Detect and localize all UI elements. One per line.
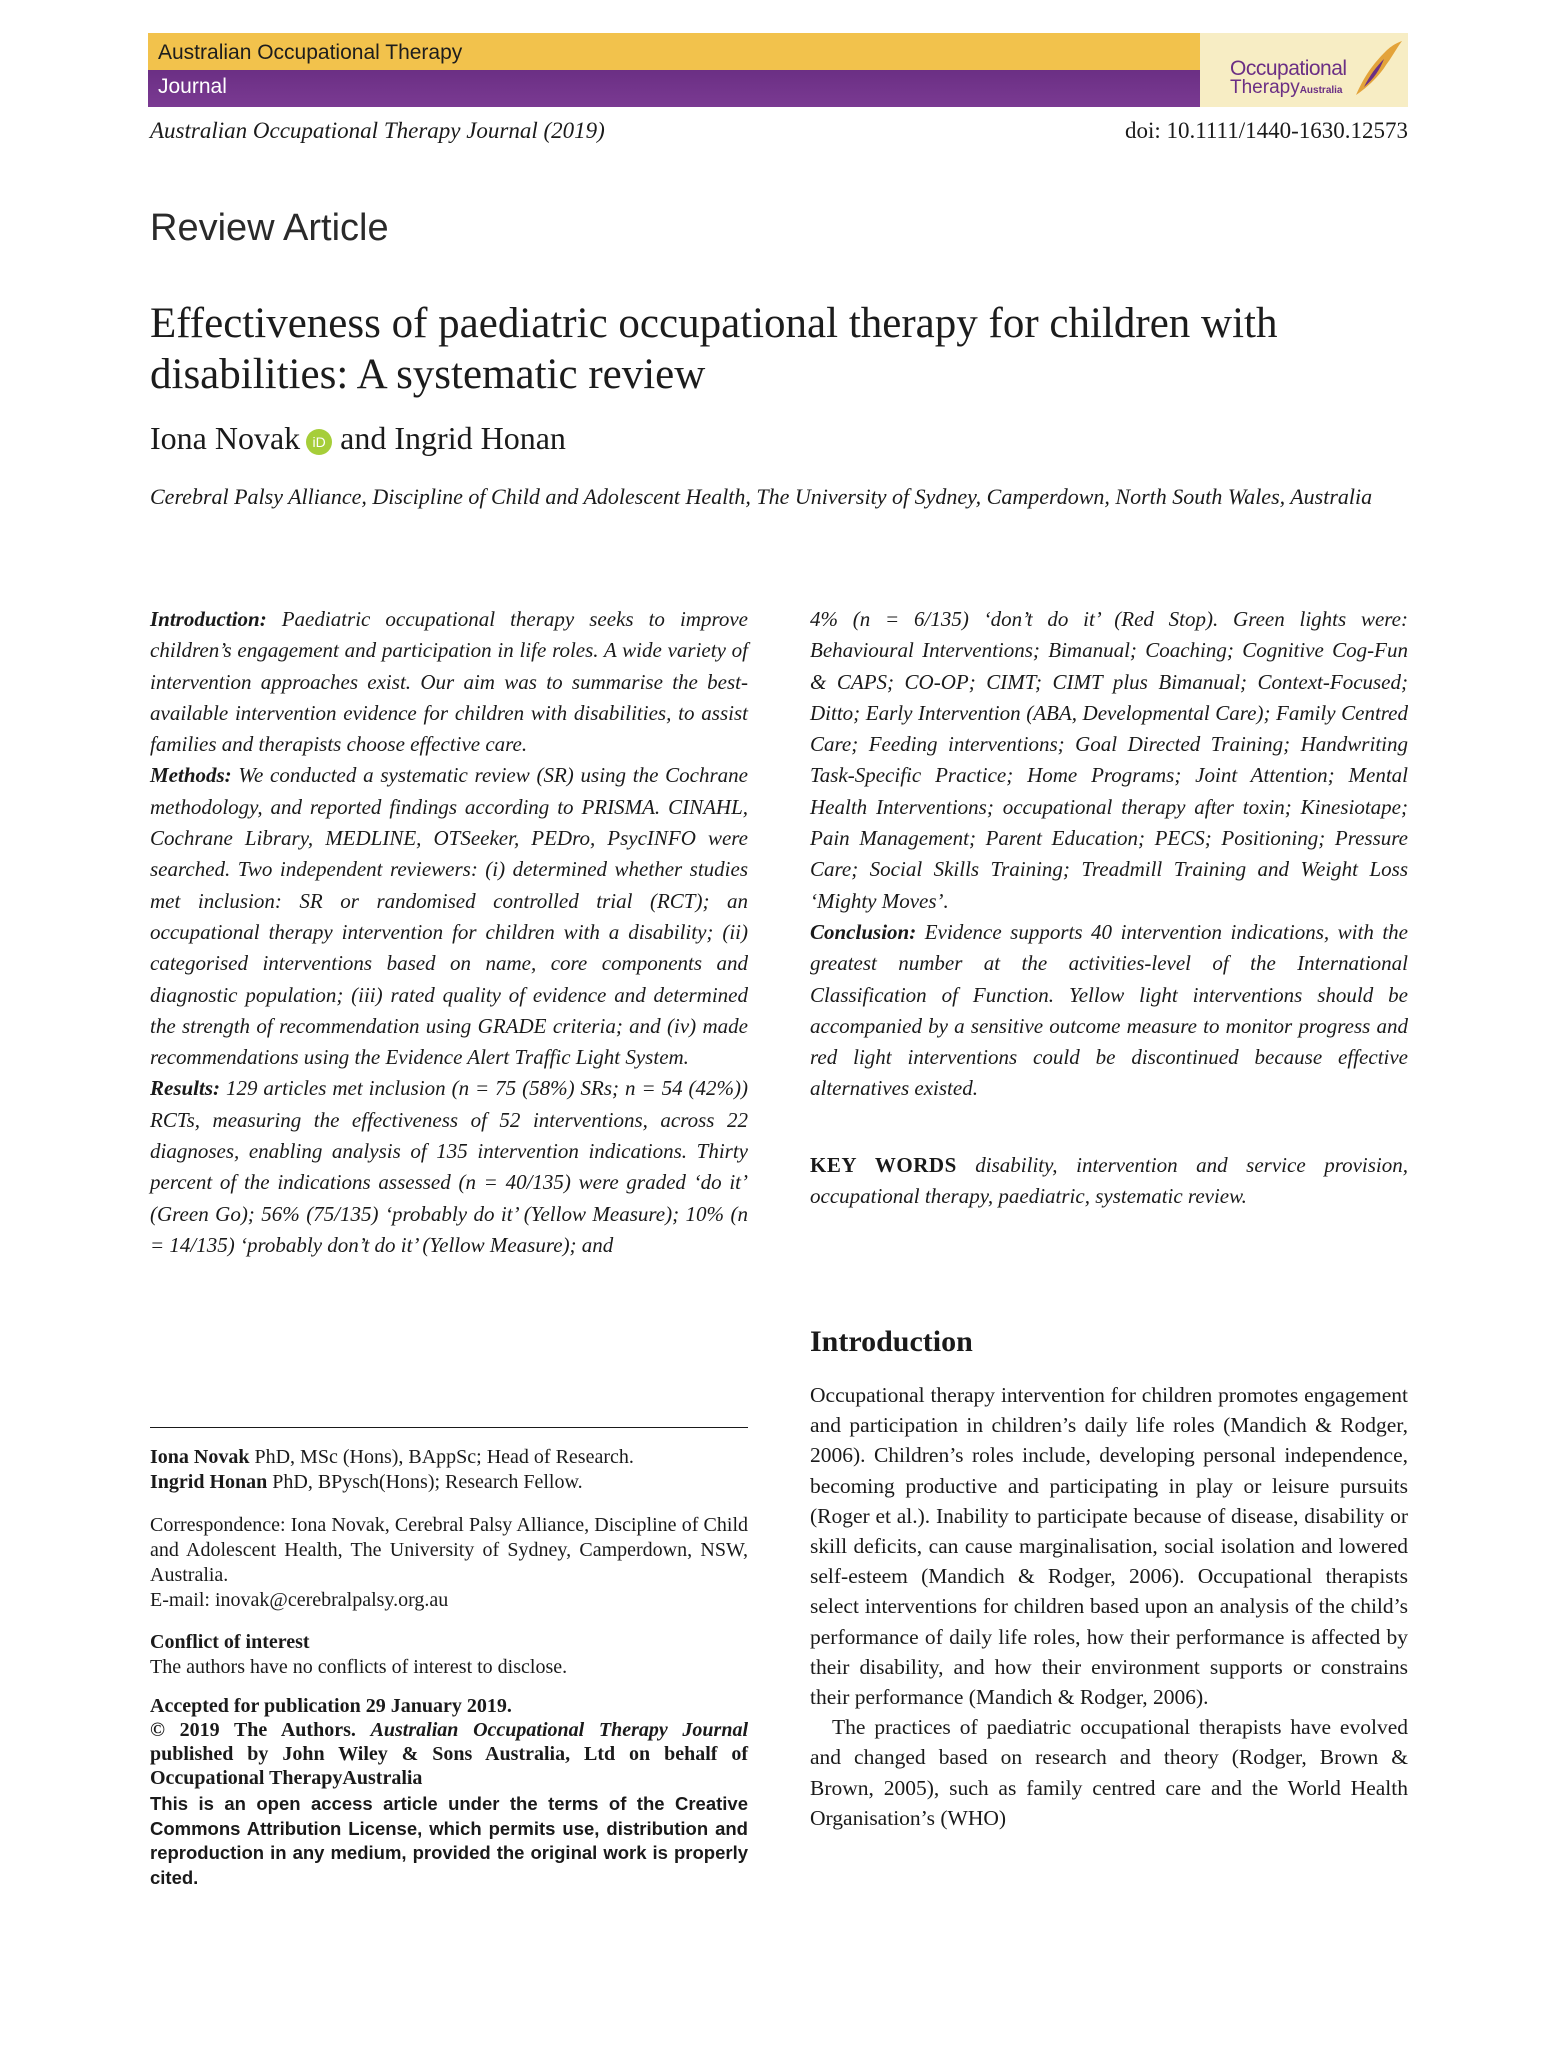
running-header-doi[interactable]: doi: 10.1111/1440-1630.12573 [1124, 118, 1408, 143]
abstract-results-continued: 4% (n = 6/135) ‘don’t do it’ (Red Stop). Green lights were: Behavioural Interventions; Bimanual; Coaching; Cognitive Cog-Fun & CAPS; CO-OP; CIMT; CIMT plus Bimanual; Context-Focused; Ditto; Early Intervention (ABA, Developmental Care); Family Centred Care; Feeding interventions; Goal Directed Training; Handwriting Task-Specific Practice; Home Programs; Joint Attention; Mental Health Interventions; occupational therapy after toxin; Kinesiotape; Pain Management; Parent Education; PECS; Positioning; Pressure Care; Social Skills Training; Treadmill Training and Weight Loss ‘Mighty Moves’. [810, 607, 1408, 913]
banner-journal-line2: Journal [158, 75, 227, 98]
abstract-introduction [150, 604, 748, 760]
publication-info [150, 1694, 748, 1790]
author-line [150, 420, 566, 457]
correspondence-text: Correspondence: Iona Novak, Cerebral Palsy Alliance, Discipline of Child and Adolescent Health, The University of Sydney, Camperdown, NSW, Australia. [150, 1514, 748, 1586]
section-heading-introduction: Introduction [810, 1325, 973, 1358]
abstract-results-label: Results: [150, 1076, 221, 1101]
abstract-methods-label: Methods: [150, 763, 232, 788]
journal-banner [148, 33, 1408, 107]
author-1: Iona Novak [150, 420, 301, 456]
copyright-suffix: published by John Wiley & Sons Australia, Ltd on behalf of Occupational TherapyAustralia [150, 1743, 748, 1789]
abstract-methods [150, 760, 748, 1073]
bird-logo-icon [1346, 37, 1404, 99]
abstract-conclusion-label: Conclusion: [810, 919, 917, 944]
article-title: Effectiveness of paediatric occupational therapy for children with disabilities: A systematic review [150, 300, 1278, 398]
abstract-conclusion-text: Evidence supports 40 intervention indications, with the greatest number at the activities-level of the International Classification of Function. Yellow light interventions should be accompanied by a sensitive outcome measure to monitor progress and red light interventions could be discontinued because effective alternatives existed. [810, 919, 1408, 1101]
orcid-icon[interactable]: iD [306, 429, 332, 455]
author-2: and Ingrid Honan [340, 420, 566, 456]
abstract-results [150, 1073, 748, 1261]
logo-text-line1: Occupational [1230, 57, 1347, 80]
abstract-intro-label: Introduction: [150, 607, 267, 631]
author-2-desc: PhD, BPysch(Hons); Research Fellow. [267, 1471, 583, 1493]
keywords [810, 1150, 1408, 1213]
banner-journal-line1: Australian Occupational Therapy [158, 41, 463, 64]
abstract-methods-text: We conducted a systematic review (SR) using the Cochrane methodology, and reported findings according to PRISMA. CINAHL, Cochrane Library, MEDLINE, OTSeeker, PEDro, PsycINFO were searched. Two independent reviewers: (i) determined whether studies met inclusion: SR or randomised controlled trial (RCT); an occupational therapy intervention for children with a disability; (ii) categorised interventions based on name, core components and diagnostic population; (iii) rated quality of evidence and determined the strength of recommendation using GRADE criteria; and (iv) made recommendations using the Evidence Alert Traffic Light System. [150, 763, 748, 1070]
conflict-of-interest [150, 1630, 748, 1680]
correspondence-email[interactable]: E-mail: inovak@cerebralpalsy.org.au [150, 1589, 449, 1611]
copyright [150, 1718, 748, 1790]
abstract-left-column [150, 604, 748, 1261]
copyright-prefix: © 2019 The Authors. [150, 1719, 371, 1741]
keywords-label: KEY WORDS [810, 1153, 957, 1177]
banner-left [148, 33, 1200, 107]
coi-heading: Conflict of interest [150, 1631, 310, 1653]
correspondence [150, 1513, 748, 1613]
abstract-right-column [810, 604, 1408, 1105]
abstract-results-text: 129 articles met inclusion (n = 75 (58%) SRs; n = 54 (42%)) RCTs, measuring the effectiveness of 52 interventions, across 22 diagnoses, enabling analysis of 135 intervention indications. Thirty percent of the indications assessed (n = 40/135) were graded ‘do it’ (Green Go); 56% (75/135) ‘probably do it’ (Yellow Measure); 10% (n = 14/135) ‘probably don’t do it’ (Yellow Measure); and [150, 1076, 748, 1257]
author-2-name: Ingrid Honan [150, 1471, 268, 1493]
abstract-intro-text: Paediatric occupational therapy seeks to improve children’s engagement and participation in life roles. A wide variety of intervention approaches exist. Our aim was to summarise the best-available intervention evidence for children with disabilities, to assist families and therapists choose effective care. [150, 607, 748, 757]
author-1-name: Iona Novak [150, 1446, 250, 1468]
author-2-credentials [150, 1470, 748, 1495]
abstract-conclusion [810, 917, 1408, 1105]
logo-text-australia: Australia [1299, 85, 1343, 96]
running-header-journal: Australian Occupational Therapy Journal (2019) [150, 118, 605, 143]
author-1-credentials [150, 1445, 748, 1470]
coi-text: The authors have no conflicts of interest to disclose. [150, 1656, 568, 1678]
logo-text-line2 [1230, 77, 1343, 99]
keywords-text: disability, intervention and service provision, occupational therapy, paediatric, systematic review. [810, 1153, 1408, 1209]
logo-text-therapy: Therapy [1230, 77, 1300, 98]
body-paragraph-1: Occupational therapy intervention for children promotes engagement and participation in children’s daily life roles (Mandich & Rodger, 2006). Children’s roles include, developing personal independence, becoming productive and participating in play or leisure pursuits (Roger et al.). Inability to participate because of disease, disability or skill deficits, can cause marginalisation, social isolation and lowered self-esteem (Mandich & Rodger, 2006). Occupational therapists select interventions for children based upon an analysis of the child’s performance of daily life roles, how their performance is affected by their disability, and how their environment supports or constrains their performance (Mandich & Rodger, 2006). [810, 1383, 1408, 1710]
accepted-date: Accepted for publication 29 January 2019. [150, 1695, 512, 1717]
body-paragraph-2: The practices of paediatric occupational therapists have evolved and changed based on research and theory (Rodger, Brown & Brown, 2005), such as family centred care and the World Health Organisation’s (WHO) [810, 1715, 1408, 1830]
article-type: Review Article [150, 207, 389, 249]
body-text [810, 1380, 1408, 1833]
footnote-divider [150, 1427, 748, 1428]
affiliation: Cerebral Palsy Alliance, Discipline of Child and Adolescent Health, The University of Sydney, Camperdown, North South Wales, Australia [150, 484, 1373, 509]
publisher-logo [1200, 33, 1408, 107]
copyright-journal: Australian Occupational Therapy Journal [370, 1719, 749, 1741]
author-credentials [150, 1445, 748, 1495]
open-access-notice: This is an open access article under the terms of the Creative Commons Attribution License, which permits use, distribution and reproduction in any medium, provided the original work is properly cited. [150, 1793, 748, 1888]
author-1-desc: PhD, MSc (Hons), BAppSc; Head of Research. [249, 1446, 634, 1468]
